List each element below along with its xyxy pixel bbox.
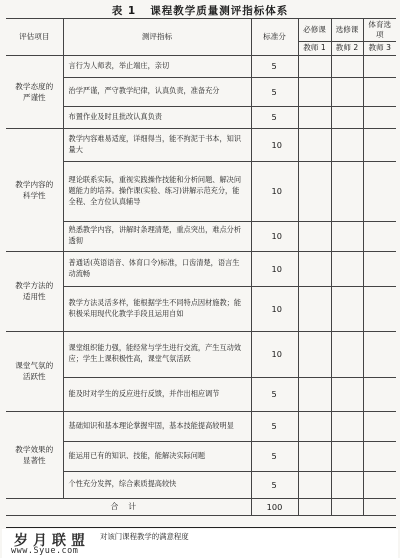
score-cell-teacher-3[interactable] (363, 55, 396, 77)
score-cell-teacher-3[interactable] (363, 251, 396, 286)
score-cell-teacher-3[interactable] (363, 106, 396, 128)
score-cell-teacher-1[interactable] (298, 331, 331, 377)
score-cell-teacher-2[interactable] (331, 106, 363, 128)
score-cell-teacher-3[interactable] (363, 377, 396, 411)
score-cell-teacher-1[interactable] (298, 286, 331, 331)
standard-score: 5 (251, 106, 298, 128)
header-category: 评估项目 (6, 19, 63, 56)
indicator-text: 能及时对学生的反应进行反馈，并作出相应调节 (63, 377, 251, 411)
category-atmosphere: 课堂气氛的活跃性 (6, 331, 63, 411)
standard-score: 5 (251, 377, 298, 411)
indicator-text: 教学方法灵活多样，能根据学生不同特点因材施教；能积极采用现代化教学手段且运用自如 (63, 286, 251, 331)
score-cell-teacher-3[interactable] (363, 161, 396, 221)
score-cell-teacher-1[interactable] (298, 128, 331, 161)
indicator-text: 普通话(英语语音、体育口令)标准，口齿清楚，语言生动流畅 (63, 251, 251, 286)
standard-score: 10 (251, 331, 298, 377)
header-teacher-2: 教师 2 (331, 41, 363, 55)
score-cell-teacher-2[interactable] (331, 286, 363, 331)
table-row (6, 331, 396, 377)
score-cell-teacher-1[interactable] (298, 471, 331, 498)
score-cell-teacher-1[interactable] (298, 251, 331, 286)
indicator-text: 能运用已有的知识、技能，能解决实际问题 (63, 441, 251, 471)
table-row (6, 471, 396, 498)
satisfaction-label: 对该门课程教学的满意程度 (100, 532, 189, 541)
category-effect: 教学效果的显著性 (6, 411, 63, 498)
total-cell-teacher-3[interactable] (363, 498, 396, 515)
score-cell-teacher-1[interactable] (298, 221, 331, 251)
satisfaction-row (6, 515, 396, 527)
indicator-text: 基础知识和基本理论掌握牢固，基本技能提高较明显 (63, 411, 251, 441)
score-cell-teacher-2[interactable] (331, 441, 363, 471)
header-course-pe: 体育选项 (363, 19, 396, 42)
score-cell-teacher-3[interactable] (363, 128, 396, 161)
table-title (0, 3, 400, 18)
table-title-text: 课程教学质量测评指标体系 (150, 5, 289, 17)
score-cell-teacher-2[interactable] (331, 128, 363, 161)
score-cell-teacher-1[interactable] (298, 411, 331, 441)
table-row (6, 77, 396, 106)
watermark-url: www.Syue.com (11, 546, 79, 556)
watermark-logo-text: 岁月联盟 (14, 533, 90, 549)
table-row (6, 286, 396, 331)
standard-score: 10 (251, 251, 298, 286)
score-cell-teacher-2[interactable] (331, 55, 363, 77)
score-cell-teacher-2[interactable] (331, 331, 363, 377)
score-cell-teacher-3[interactable] (363, 286, 396, 331)
table-row (6, 411, 396, 441)
table-row (6, 128, 396, 161)
score-cell-teacher-1[interactable] (298, 377, 331, 411)
score-cell-teacher-2[interactable] (331, 411, 363, 441)
table-row (6, 377, 396, 411)
indicator-text: 理论联系实际，重视实践操作技能和分析问题、解决问题能力的培养。操作课(实验、练习)讲解示范充分，能全程、全方位认真辅导 (63, 161, 251, 221)
score-cell-teacher-2[interactable] (331, 251, 363, 286)
standard-score: 10 (251, 221, 298, 251)
standard-score: 5 (251, 441, 298, 471)
score-cell-teacher-1[interactable] (298, 161, 331, 221)
score-cell-teacher-2[interactable] (331, 161, 363, 221)
score-cell-teacher-3[interactable] (363, 77, 396, 106)
score-cell-teacher-1[interactable] (298, 106, 331, 128)
indicator-text: 教学内容难易适度，详细得当，能不拘泥于书本，知识量大 (63, 128, 251, 161)
header-teacher-3: 教师 3 (363, 41, 396, 55)
indicator-text: 个性充分发挥，综合素质提高较快 (63, 471, 251, 498)
indicator-text: 言行为人师表，举止端庄，亲切 (63, 55, 251, 77)
standard-score: 5 (251, 77, 298, 106)
standard-score: 5 (251, 55, 298, 77)
score-cell-teacher-3[interactable] (363, 221, 396, 251)
total-cell-teacher-2[interactable] (331, 498, 363, 515)
score-cell-teacher-3[interactable] (363, 441, 396, 471)
category-content: 教学内容的科学性 (6, 128, 63, 251)
header-course-required: 必修课 (298, 19, 331, 42)
evaluation-table (6, 18, 396, 528)
score-cell-teacher-3[interactable] (363, 411, 396, 441)
indicator-text: 熟悉教学内容，讲解时条理清楚，重点突出，难点分析透彻 (63, 221, 251, 251)
score-cell-teacher-2[interactable] (331, 471, 363, 498)
table-row (6, 251, 396, 286)
score-cell-teacher-1[interactable] (298, 441, 331, 471)
indicator-text: 治学严谨，严守教学纪律，认真负责，准备充分 (63, 77, 251, 106)
table-row (6, 441, 396, 471)
table-row (6, 161, 396, 221)
standard-score: 10 (251, 161, 298, 221)
score-cell-teacher-3[interactable] (363, 331, 396, 377)
score-cell-teacher-1[interactable] (298, 55, 331, 77)
table-row (6, 221, 396, 251)
category-method: 教学方法的适用性 (6, 251, 63, 331)
total-score: 100 (251, 498, 298, 515)
score-cell-teacher-3[interactable] (363, 471, 396, 498)
header-teacher-1: 教师 1 (298, 41, 331, 55)
header-standard-score: 标准分 (251, 19, 298, 56)
standard-score: 5 (251, 471, 298, 498)
category-attitude: 教学态度的严谨性 (6, 55, 63, 128)
indicator-text: 布置作业及时且批改认真负责 (63, 106, 251, 128)
header-indicator: 测评指标 (63, 19, 251, 56)
standard-score: 5 (251, 411, 298, 441)
indicator-text: 课堂组织能力强，能经常与学生进行交流，产生互动效应；学生上课积极性高，课堂气氛活跃 (63, 331, 251, 377)
total-label: 合计 (6, 498, 251, 515)
total-cell-teacher-1[interactable] (298, 498, 331, 515)
total-row (6, 498, 396, 515)
table-number: 表 1 (111, 5, 137, 17)
score-cell-teacher-2[interactable] (331, 77, 363, 106)
score-cell-teacher-1[interactable] (298, 77, 331, 106)
header-course-elective: 选修课 (331, 19, 363, 42)
standard-score: 10 (251, 286, 298, 331)
score-cell-teacher-2[interactable] (331, 221, 363, 251)
standard-score: 10 (251, 128, 298, 161)
table-row (6, 106, 396, 128)
table-row (6, 55, 396, 77)
score-cell-teacher-2[interactable] (331, 377, 363, 411)
watermark (2, 529, 398, 558)
